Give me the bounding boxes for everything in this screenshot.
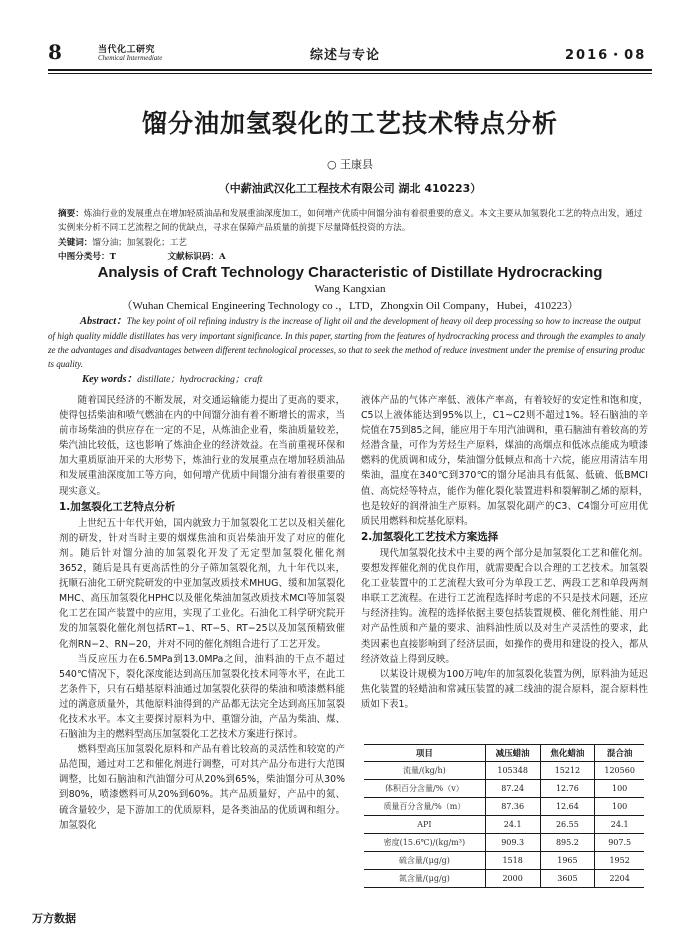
table-cell: 1965 (540, 852, 595, 870)
keywords-cn-label: 关键词： (58, 238, 93, 248)
abstract-en (48, 314, 646, 371)
document-code: A (219, 252, 226, 262)
table-row-label: API (364, 816, 485, 834)
table-cell: 2204 (595, 870, 644, 888)
table-row-label: 硫含量/(μg/g) (364, 852, 485, 870)
table-cell: 907.5 (595, 834, 644, 852)
journal-name-en: Chemical Intermediate (98, 54, 163, 62)
table-cell: 24.1 (485, 816, 540, 834)
table-header-cell: 项目 (364, 745, 485, 762)
table-row-label: 密度(15.6℃)/(kg/m³) (364, 834, 485, 852)
table-header-cell: 混合油 (595, 745, 644, 762)
author-en: Wang Kangxian (314, 283, 386, 295)
article-title-en: Analysis of Craft Technology Characteristic of Distillate Hydrocracking (97, 264, 603, 281)
table-cell: 26.55 (540, 816, 595, 834)
page-number: 8 (48, 40, 62, 64)
paragraph: 燃料型高压加氢裂化原料和产品有着比较高的灵活性和较宽的产品范围，通过对工艺和催化剂进行调整，可对其产品分布进行大范围调整，比如石脑油和汽油馏分可从20%到65%，柴油馏分可从30%到80%，喷漆燃料可从20%到60%。其产品质量好，产品中的氮、硫含量较少，是下游加工的优质原料，是各类油品的优质调和组分。加氢裂化 (59, 744, 345, 831)
keywords-en-label: Key words： (82, 374, 138, 385)
feedstock-properties-table (364, 744, 644, 888)
table-cell: 3605 (540, 870, 595, 888)
article-title-cn: 馏分油加氢裂化的工艺技术特点分析 (141, 109, 558, 138)
paragraph: 现代加氢裂化技术中主要的两个部分是加氢裂化工艺和催化剂。要想发挥催化剂的优良作用，就需要配合以合理的工艺技术。加氢裂化工业装置中的工艺流程大致可分为单段工艺、两段工艺和单段两剂串联工艺流程。在进行工艺流程选择时考虑的不只是技术问题，还应与经济挂钩。流程的选择依据主要包括装置规模、催化剂性能、用户对产品性质和产量的要求、油料油性质以及对生产灵活性的要求，此类因素也直接影响到了经济层面，如操作的费用和建设的投入，都从经济效益上得到反映。 (361, 547, 648, 665)
section-name: 综述与专论 (310, 48, 381, 63)
abstract-cn-text: 炼油行业的发展重点在增加轻质油品和发展重油深度加工，如何增产优质中间馏分油有着很重要的意义。本文主要从加氢裂化工艺的特点出发，通过实例来分析不同工艺流程之间的优缺点，寻求在保障产品质量的前提下尽量降低投资的方法。 (58, 209, 643, 233)
abstract-en-text: The key point of oil refining industry is the increase of light oil and the development of heavy oil deep processing so how to increase the output of high quality middle distillates has very important significance. In this paper, starting from the features of hydrocracking process and through the examples to analyze the advantages and disadvantages between different technological processes, so that to seek the method of reduce investment under the premise of ensuring products quality. (48, 316, 646, 369)
keywords-en (82, 371, 262, 386)
affiliation-en: （Wuhan Chemical Engineering Technology co .，LTD，Zhongxin Oil Company，Hubei，410223） (121, 300, 579, 312)
table-cell: 909.3 (485, 834, 540, 852)
table-cell: 120560 (595, 762, 644, 780)
table-header-row (364, 745, 644, 762)
classification-cn (58, 250, 226, 262)
paragraph: 上世纪五十年代开始，国内就致力于加氢裂化工艺以及相关催化剂的研发，针对当时主要的烟煤焦油和页岩柴油开发了对应的催化剂。随后针对馏分油的加氢裂化开发了无定型加氢裂化催化剂3652，随后是具有更高活性的分子筛加氢裂化剂，九十年代以来，抚顺石油化工研究院研发的中亚加氢改质技术MHUG、缓和加氢裂化MHC、高压加氢裂化HPHC以及催化柴油加氢改质技术MCI等加氢裂化工艺在国产装置中的应用，实现了工业化。石油化工科学研究院开发的加氢裂化催化剂包括RT−1、RT−5、RT−25以及加氢预精致催化剂RN−2、RN−20，并对不同的催化剂组合进行了工艺开发。 (59, 517, 345, 650)
table-cell: 1952 (595, 852, 644, 870)
table-cell: 105348 (485, 762, 540, 780)
table-row-label: 质量百分含量/%（m） (364, 798, 485, 816)
body-left-column (59, 393, 345, 833)
table-row-label: 流量/(kg/h) (364, 762, 485, 780)
paragraph: 随着国民经济的不断发展，对交通运输能力提出了更高的要求，使得包括柴油和喷气燃油在内的中间馏分油有着不断增长的需求，当前市场柴油的供应存在一定的不足，从炼油企业看，柴油质量较差，柴汽油比较低，这也影响了炼油企业的经济效益。在当前重视环保和加大重质原油开采的大形势下，炼油行业的发展重点在增加轻质油品和发展重油深度加工等方向，如何增产优质中间馏分油有着很重要的现实意义。 (59, 395, 345, 497)
abstract-cn-label: 摘要： (58, 209, 84, 219)
table-cell: 12.64 (540, 798, 595, 816)
table-cell: 100 (595, 798, 644, 816)
author-cn: ○ 王康县 (326, 158, 374, 171)
keywords-cn-text: 馏分油；加氢裂化；工艺 (92, 238, 187, 248)
paragraph: 当反应压力在6.5MPa到13.0MPa之间，油料油的干点不超过540℃情况下，裂化深度能达到高压加氢裂化技术同等水平，在此工艺条件下，只有石蜡基原料油通过加氢裂化获得的柴油和喷漆燃料能过的满意质量外，其他原料油得到的产品都无法完全达到高压加氢裂化技术水平。本文主要探讨原料为中、重馏分油，产品为柴油、煤、石脑油为主的燃料型高压加氢裂化工艺技术方案进行探讨。 (59, 653, 345, 741)
header-rule-thin (48, 73, 652, 74)
keywords-cn (58, 236, 187, 248)
table-row (364, 798, 644, 816)
table-row-label: 氮含量/(μg/g) (364, 870, 485, 888)
abstract-en-label: Abstract： (80, 316, 127, 327)
table-row (364, 780, 644, 798)
header-rule (48, 69, 652, 71)
table-cell: 24.1 (595, 816, 644, 834)
table-cell: 895.2 (540, 834, 595, 852)
table-cell: 87.24 (485, 780, 540, 798)
abstract-cn (58, 208, 648, 235)
section-heading-2: 2.加氢裂化工艺技术方案选择 (361, 530, 499, 543)
paragraph: 以某设计规模为100万吨/年的加氢裂化装置为例，原料油为延迟焦化装置的轻蜡油和常减压装置的减二线油的混合原料，混合原料性质如下表1。 (361, 668, 648, 710)
table-cell: 2000 (485, 870, 540, 888)
table-row (364, 870, 644, 888)
journal-name-cn: 当代化工研究 (98, 45, 156, 55)
section-heading-1: 1.加氢裂化工艺特点分析 (59, 500, 176, 513)
table-cell: 87.36 (485, 798, 540, 816)
table-row (364, 762, 644, 780)
classification-code: T (109, 252, 116, 262)
table-row (364, 816, 644, 834)
table-header-cell: 焦化蜡油 (540, 745, 595, 762)
table-cell: 100 (595, 780, 644, 798)
table-header-cell: 减压蜡油 (485, 745, 540, 762)
table-row (364, 852, 644, 870)
table-row-label: 体积百分含量/%（v） (364, 780, 485, 798)
document-code-label: 文献标识码： (167, 252, 220, 262)
footer-watermark: 万方数据 (32, 912, 76, 925)
keywords-en-text: distillate；hydrocracking；craft (137, 375, 263, 385)
table-cell: 12.76 (540, 780, 595, 798)
affiliation-cn: （中薪油武汉化工工程技术有限公司 湖北 410223） (218, 182, 482, 195)
paragraph: 液体产品的气体产率低、液体产率高，有着较好的安定性和饱和度，C5以上液体能达到95%以上，C1~C2则不超过1%。轻石脑油的辛烷值在75到85之间，能应用于车用汽油调和，重石脑油有着较高的芳烃潜含量，可作为芳烃生产原料，煤油的高烟点和低冰点能成为喷漆燃料的优质调和成分，柴油馏分低倾点和高十六烷，能应用清洁车用柴油，温度在340℃到370℃的馏分尾油具有低氮、低硫、低BMCI值、高烷烃等特点，能作为催化裂化装置进料和裂解制乙烯的原料，也是较好的润滑油生产原料。加氢裂化副产的C3、C4馏分可应用优质民用燃料和烷基化原料。 (361, 395, 648, 527)
body-right-column (361, 393, 648, 712)
table-cell: 1518 (485, 852, 540, 870)
table-row (364, 834, 644, 852)
table-cell: 15212 (540, 762, 595, 780)
classification-label: 中图分类号： (58, 252, 110, 262)
issue-number: 2016・08 (565, 48, 647, 63)
